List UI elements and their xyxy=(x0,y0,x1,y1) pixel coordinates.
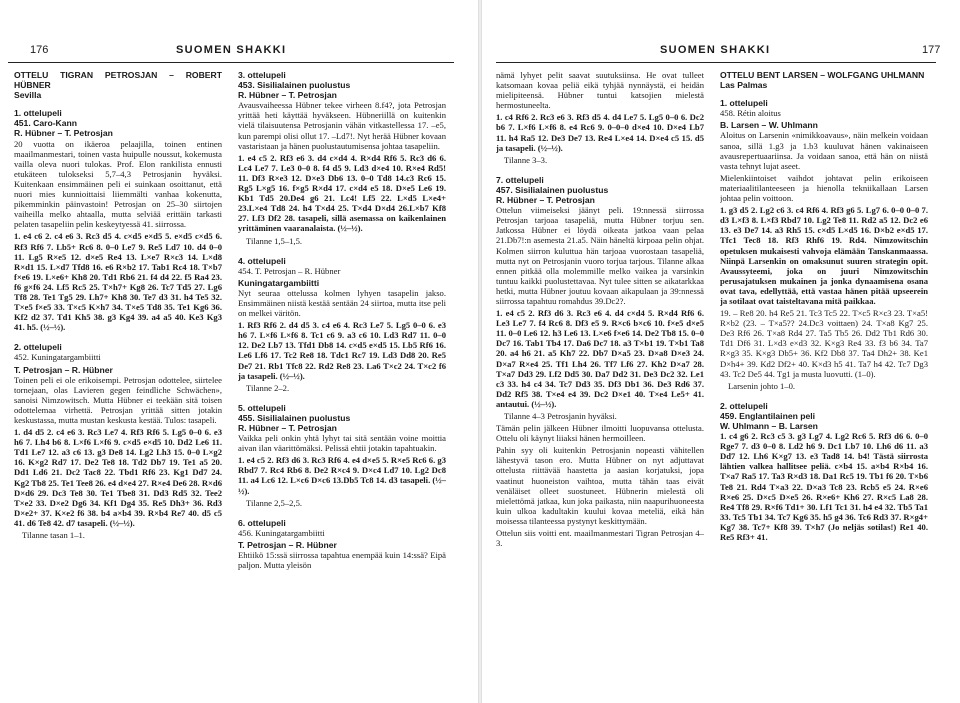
right-column-1 xyxy=(496,70,704,700)
game-heading: 2. ottelupeli xyxy=(720,400,768,411)
game-heading: T. Petrosjan – R. Hübner xyxy=(238,539,337,550)
game-heading: 457. Sisilialainen puolustus xyxy=(496,184,609,195)
move-list: 1. e4 c5 2. Rf3 d6 3. Rc3 e6 4. d4 c×d4 5. R×d4 Rf6 6. Le3 Le7 7. f4 Rc6 8. Df3 e5 9. R×c6 b×c6 10. f×e5 d×e5 11. 0–0 Le6 12. h3 Le6 13. L×e6 f×e6 14. De2 Tb8 15. 0–0 Dc7 16. Tab1 Tb4 17. Da6 Dc7 18. a3 T×b1 19. T×b1 Ta8 20. a4 h6 21. a5 Kh7 22. Db7 D×a5 23. D×a8 D×e3 24. D×a7 R×e4 25. Tf1 Lh4 26. Tf7 Lf6 27. Kh2 D×a7 28. T×a7 Dd3 29. Lf2 Dd5 30. Da7 Dd2 31. De3 Dc2 32. Le1 c3 33. h4 c4 34. Tc7 Dd3 35. Df3 Db1 36. De3 Rd6 37. Dd2 Rf5 38. T×e4 e4 39. Dc2 D×e1 40. T×e4 Le5+ 41. antautui. (½–½). xyxy=(496,308,704,409)
running-head: SUOMEN SHAKKI xyxy=(660,44,771,56)
move-list: 1. e4 c5 2. Rf3 e6 3. d4 c×d4 4. R×d4 Rf6 5. Rc3 d6 6. Lc4 Le7 7. Le3 0–0 8. f4 d5 9. Ld3 d×e4 10. R×e4 Rd5! 11. Df3 R×e3 12. D×e3 Db6 13. 0–0 Td8 14.c3 Rc6 15. Rg5 L×g5 16. f×g5 R×d4 17. c×d4 e5 18. D×e5 Le6 19. Kb1 Td5 20.De4 g6 21. Lc4! Lf5 22. L×d5 L×e4+ 23.L×e4 Td8 24. h4 T×d4 25. T×d4 D×d4 26.L×b7 Kf8 27. Lf3 Df2 28. tasapeli, sillä asemassa on kaikenlainen yrittäminen vaaranalaista. (½–½). xyxy=(238,152,446,234)
spacer xyxy=(14,334,222,342)
spacer xyxy=(14,100,222,108)
score-line: Tilanne 4–3 Petrosjanin hyväksi. xyxy=(504,411,617,421)
running-head: SUOMEN SHAKKI xyxy=(176,44,287,56)
body-paragraph: Aloitus on Larsenin «nimikkoavaus», näin melkein voidaan sanoa, sillä 1.g3 ja 1.b3 kuuluvat hänen vakinaiseen avausrepertuaariinsa. Ja voidaan sanoa, että hän on niistä vasta tehnyt lujat aseet. xyxy=(720,130,928,171)
body-paragraph: Mielenkiintoiset vaihdot johtavat pelin erikoiseen materiaalitilanteeseen ja hienolla tekniikallaan Larsen johtaa pelin voittoon. xyxy=(720,172,928,204)
game-heading: B. Larsen – W. Uhlmann xyxy=(720,120,818,131)
score-line: Tilanne 2,5–2,5. xyxy=(246,497,303,508)
game-heading: 4. ottelupeli xyxy=(238,255,286,266)
game-heading: OTTELU TIGRAN PETROSJAN – ROBERT HÜBNER xyxy=(14,70,222,91)
game-heading: 451. Caro-Kann xyxy=(14,118,78,129)
page-number: 177 xyxy=(922,44,941,56)
body-paragraph: Tämän pelin jälkeen Hübner ilmoitti luopuvansa ottelusta. Ottelu oli käynyt liiaksi hänen hermoilleen. xyxy=(496,423,704,444)
move-list: 1. e4 c6 2. c4 e6 3. Rc3 d5 4. c×d5 e×d5 5. e×d5 c×d5 6. Rf3 Rf6 7. Lb5+ Rc6 8. 0–0 Le7 9. Re5 Ld7 10. d4 0–0 11. Lg5 R×e5 12. d×e5 Re4 13. L×e7 R×c3 14. L×d8 R×d1 15. L×d7 Tfd8 16. e6 R×b2 17. Tab1 Rc4 18. T×b7 f×e6 19. L×e6+ Kh8 20. Td1 Rb6 21. f4 d4 22. f5 Ra4 23. f6 g×f6 24. Lf5 Rc5 25. T×h7+ Kg8 26. Tc7 Td5 27. Lg6 Tf8 28. Te1 Tg5 29. Lh7+ Kh8 30. Te7 d3 31. h4 Te5 32. T×e5 f×e5 33. T×c5 K×h7 34. T×e5 Td8 35. Te1 Kg6 36. Kf2 d2 37. Td1 Kh5 38. g3 Kg4 39. a4 a5 40. Ke3 Kg3 41. h5. (½–½). xyxy=(14,231,222,333)
right-page xyxy=(482,0,960,703)
body-paragraph: 452. Kuningatargambiitti xyxy=(14,352,101,363)
game-heading: 1. ottelupeli xyxy=(14,108,62,119)
move-list: 1. c4 g6 2. Rc3 c5 3. g3 Lg7 4. Lg2 Rc6 5. Rf3 d6 6. 0–0 Rge7 7. d3 0–0 8. Ld2 h6 9. Dc1 Lb7 10. Lh6 d6 11. a3 Dd7 12. Lh6 K×g7 13. e3 Tad8 14. b4! Tästä siirrosta lähtien valkea hallitsee peliä. c×b4 15. a×b4 R×b4 16. T×a7 Ra5 17. Ta3 R×d3 18. Da1 Rc5 19. Tb1 f6 20. T×b6 Te8 21. Rd4 T×a3 22. D×a3 Tc8 23. Rcb5 e5 24. R×e6 R×e6 25. D×c5 D×e5 26. R×e6+ Kh6 27. R×c5 La8 28. Re4 Tf8 29. R×f6 Td1+ 30. Lf1 Tc1 31. h4 e4 32. Tb5 Ta1 33. Tc5 Tb1 34. Tc7 Kg6 35. h5 g4 36. Tc6 Rd3 37. R×g4+ Kg7 38. Tc7+ Kf8 39. T×h7 (Jo neljäs sotilas!) Re1 40. Re5 Rf3+ 41. xyxy=(720,431,928,543)
game-heading: 3. ottelupeli xyxy=(238,70,286,80)
spacer xyxy=(496,167,704,175)
page-number: 176 xyxy=(30,44,49,56)
game-heading: 7. ottelupeli xyxy=(496,174,544,185)
body-paragraph: Avausvaiheessa Hübner tekee virheen 8.f4?, jota Petrosjan yrittää heti käyttää hyväkseen. Hübneriillä on kuitenkin vielä tilaisuutensa Petrosjanin vähän vitkastellessa 17. –e5, kun parempi olisi ollut 17. –Ld7!. Nyt herää Hübner kovaan vastaristaan ja hänen puolustautumisensa johtaa tasapeliin. xyxy=(238,100,446,151)
body-paragraph: Nyt seuraa ottelussa kolmen lyhyen tasapelin jakso. Ensimmäinen niistä kestää sentään 24 siirtoa, mutta itse peli on melkei väritön. xyxy=(238,287,446,319)
score-line: Tilanne 3–3. xyxy=(504,154,548,165)
left-column-1 xyxy=(14,70,222,700)
right-column-2 xyxy=(720,70,928,700)
body-paragraph: Ottelun viimeiseksi jäänyt peli. 19:nnessä siirrossa Petrosjan tarjoaa tasapeliä, mutta Hübner torjuu sen. Jatkossa Hübner ei löydä oikeata jatkoa vaan pelaa 21.Db7!:n asemesta 21.a5. Näin häneltä kirpoaa pelin ohjat. Kolmen siirron kuluttua hän tarjoaa vuorostaan tasapeliä, mutta nyt on Petrosjanin vuoro torjua tarjous. Tilanne alkaa ennen pitkää olla molemmille melko vaikea ja varsinkin tuntuu kaikki puolustettavaa. Nyt tulee sitten se aikatarkkaa hetki, mutta Hübner joutuu kovaan aikapulaan ja 39:nnessä siirrossa tapahtuu romahdus 39.Dc2?. xyxy=(496,205,704,306)
spacer xyxy=(238,395,446,403)
header-rule xyxy=(8,62,454,63)
move-list: 1. Rf3 Rf6 2. d4 d5 3. c4 e6 4. Rc3 Le7 5. Lg5 0–0 6. e3 h6 7. L×f6 L×f6 8. Tc1 c6 9. a3 c6 10. Ld3 Rd7 11. 0–0 12. De2 Lb7 13. Tfd1 Db8 14. c×d5 e×d5 15. Lb5 Rf6 16. Le6 Lf6 17. Tc2 Re8 18. Tdc1 Rc7 19. Ld3 Dd8 20. Re5 De7 21. Rb1 Tfc8 22. Rd2 Re8 23. La6 T×c2 24. T×c2 f6 ja tasapeli. (½–½). xyxy=(238,320,446,381)
move-list: 1. c4 Rf6 2. Rc3 e6 3. Rf3 d5 4. d4 Le7 5. Lg5 0–0 6. Dc2 b6 7. L×f6 L×f6 8. e4 Rc6 9. 0–0–0 d×e4 10. D×e4 Lb7 11. h4 Ra5 12. De3 De7 13. Re4 L×e4 14. D×e4 c5 15. d5 ja tasapeli. (½–½). xyxy=(496,112,704,153)
score-line: Larsenin johto 1–0. xyxy=(728,380,796,391)
right-header xyxy=(482,44,960,60)
body-paragraph: 454. T. Petrosjan – R. Hübner xyxy=(238,265,341,276)
body-paragraph: Toinen peli ei ole erikoisempi. Petrosjan odottelee, siirtelee tornejaan, olas Lavieren gegen feindliche Schwächen», sanoisi Nimzowitsch. Mutta Hübner ei teekään sitä toisen odottelemaa virhettä. Petrosjan yrittää sitten jotakin keskustassa, mutta mustan keskusta kestää. Tulos: tasapeli. xyxy=(14,374,222,425)
move-list: 1. g3 d5 2. Lg2 c6 3. c4 Rf6 4. Rf3 g6 5. Lg7 6. 0–0 0–0 7. d3 L×f3 8. L×f3 Rbd7 10. Lg2 Te8 11. Rd2 a5 12. Dc2 e6 13. e3 De7 14. a3 Rh5 15. c×d5 L×d5 16. D×b2 e×d5 17. Tfc1 Tec8 18. Rf3 Rhf6 19. Rd4. Nimzowitschin opetuksen mukaisesti vahvoja elämään Tanskanmaassa. Niinpä Larsenkin on omaksunut suuren strategin opit. Avaussyteemi, joka on juuri Nimzowitschin perusajatuksen mukainen ja jonka dynaamisena osana ovat tava, edellyttää, että vastaa hänen pitää upseerein ja sotilaat ovat taisteltavana mitä paikkaa. xyxy=(720,205,928,306)
body-paragraph: Ottelun siis voitti ent. maailmanmestari Tigran Petrosjan 4–3. xyxy=(496,528,704,549)
body-paragraph: Vaikka peli onkin yhtä lyhyt tai sitä sentään voine moittia aivan ilan väarittömäksi. Pelissä ehtii jotakin tapahtuakin. xyxy=(238,433,446,454)
header-rule xyxy=(496,62,936,63)
game-heading: Kuningatargambiitti xyxy=(238,277,320,288)
body-paragraph: 458. Rétin aloitus xyxy=(720,108,781,119)
move-list: 1. e4 c5 2. Rf3 d6 3. Rc3 Rf6 4. e4 d×e5 5. R×e5 Rc6 6. g3 Rbd7 7. Rc4 Rb6 8. De2 R×c4 9. D×c4 Ld7 10. Lg2 Dc8 11. a4 Lc6 12. L×c6 D×c6 13.Db5 Tc8 14. d3 tasapeli. (½–½). xyxy=(238,455,446,496)
left-column-2 xyxy=(238,70,446,700)
game-heading: Las Palmas xyxy=(720,80,768,91)
score-line: Tilanne 2–2. xyxy=(246,382,290,393)
game-heading: T. Petrosjan – R. Hübner xyxy=(14,364,113,375)
spacer xyxy=(720,90,928,98)
game-heading: W. Uhlmann – B. Larsen xyxy=(720,421,818,431)
game-heading: 5. ottelupeli xyxy=(238,402,286,413)
game-heading: R. Hübner – T. Petrosjan xyxy=(14,128,113,139)
body-paragraph: Ehtiikö 15:ssä siirrossa tapahtua enempää kuin 14:ssä? Eipä paljon. Mutta yleisön xyxy=(238,550,446,571)
score-line: Tilanne 1,5–1,5. xyxy=(246,235,303,246)
game-heading: Sevilla xyxy=(14,90,42,101)
body-paragraph: 456. Kuningatargambiitti xyxy=(238,527,325,538)
body-paragraph: 20 vuotta on ikäeroa pelaajilla, toinen entinen maailmanmestari, toinen vasta huipulle noussut, kokemusta vailla oleva nuori tulokas. Prof. Elon rankilista ennusti etukäteen tulokseksi 5,7–4,3 Petrosjanin hyväksi. Kuitenkaan ensimmäinen peli ei suinkaan osoittanut, että nuori mies kunnioittaisi liiemmälti vanhaa kokenutta, pikemminkin päinvastoin! Petrosjan on 25–30 siirtojen vaiheilla melko ahtaalla, mutta selviää erittäin tarkasti pelaten tasapeliin pelin keskeytyessä 41. siirrossa. xyxy=(14,138,222,230)
spacer xyxy=(720,393,928,401)
game-heading: 2. ottelupeli xyxy=(14,342,62,353)
spacer xyxy=(238,248,446,256)
body-paragraph: Pahin syy oli kuitenkin Petrosjanin nopeasti vähitellen lähestyvä tason ero. Mutta Hübner on nyt adjuttavat ottelusta riittävää haastetta ja aasian korjatuksi, jopa vaatinut huoneiston vaihtoa, mutta tähän taas eivät venäläiset olleet suostuneet. Hübnerin mielestä oli mielettömä jatkaa, kun joka paikasta, niin naapurihuoneesta kuin ulkoa kadultakin kuului kovaa meteliä, eikä hän moisessa tilanteessa pystynyt keskittymään. xyxy=(496,445,704,526)
game-heading: 455. Sisilialainen puolustus xyxy=(238,412,351,423)
left-page xyxy=(0,0,478,703)
game-heading: R. Hübner – T. Petrosjan xyxy=(496,195,595,206)
game-heading: R. Hübner – T. Petrosjan xyxy=(238,90,337,101)
body-paragraph: nämä lyhyet pelit saavat suutuksiinsa. He ovat tulleet katsomaan kovaa peliä eikä tyhjää nynnäystä, ei heidän mielipiteensä. Hübner tuntui katsojien mielestä hermostuneelta. xyxy=(496,70,704,111)
move-list: 1. d4 d5 2. c4 e6 3. Rc3 Le7 4. Rf3 Rf6 5. Lg5 0–0 6. e3 h6 7. Lh4 b6 8. L×f6 L×f6 9. c×d5 e×d5 10. Dd2 Le6 11. Td1 Le7 12. a3 c6 13. g3 De8 14. Lg2 Lh3 15. 0–0 L×g2 16. K×g2 Rd7 17. De2 Te8 18. Td2 Db7 19. Te1 a5 20. Dd1 Ld6 21. Dc2 Tac8 22. Tbd1 Rf6 23. Kg1 Dd7 24. Kg2 Tb8 25. Te1 Tee8 26. e4 d×e4 27. R×e4 De6 28. R×d6 D×d6 29. Dc3 Te8 30. Te1 Tbe8 31. Dd3 Rd5 32. Tee2 T×e2 33. D×e2 Dg6 34. Kf1 Dg4 35. Re5 Dh3+ 36. Rd3 D×e2+ 37. K×e2 f6 38. b4 a×b4 39. R×b4 Re7 40. d5 c5 41. d6 Te8 42. d7 tasapeli. (½–½). xyxy=(14,427,222,528)
score-line: Tilanne tasan 1–1. xyxy=(22,530,85,541)
game-heading: OTTELU BENT LARSEN – WOLFGANG UHLMANN xyxy=(720,70,925,80)
body-paragraph: 19. – Re8 20. h4 Re5 21. Tc3 Tc5 22. T×c5 R×c3 23. T×a5! R×b2 (23. – T×a5?? 24.Dc3 voittaen) 24. T×a8 Kg7 25. De3 Rf6 26. T×a8 Rd4 27. Ta5 Tb5 26. Dd2 Tb1 Rd6 30. Td1 Df6 31. L×d3 e×d3 32. K×g3 Re4 33. f3 b6 34. Ta7 R×g3 35. K×g3 Db5+ 36. Kf2 Db8 37. Ta4 Dh2+ 38. Ke1 D×h4+ 39. Kd2 Df2+ 40. K×d3 h5 41. Ta7 h4 42. Tc7 Dg3 43. Tc2 De5 44. Tg1 ja musta luovutti. (1–0). xyxy=(720,308,928,379)
game-heading: 459. Englantilainen peli xyxy=(720,410,816,421)
spacer xyxy=(238,510,446,518)
game-heading: 453. Sisilialainen puolustus xyxy=(238,80,351,91)
game-heading: R. Hübner – T. Petrosjan xyxy=(238,423,337,433)
left-header xyxy=(0,44,478,60)
game-heading: 6. ottelupeli xyxy=(238,517,286,528)
game-heading: 1. ottelupeli xyxy=(720,98,768,109)
